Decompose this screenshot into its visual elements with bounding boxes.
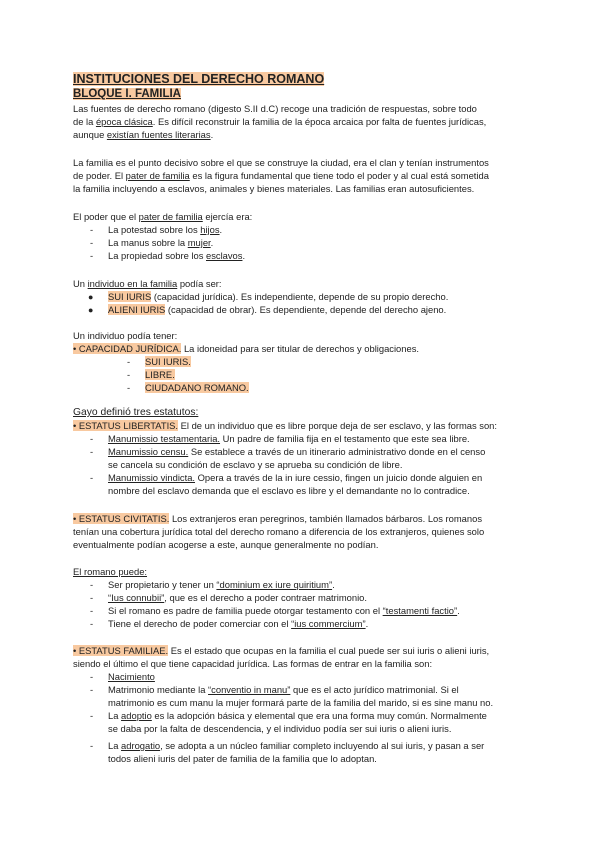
list-item: Tiene el derecho de poder comerciar con el “ius commercium”. (108, 618, 369, 629)
family-line: de poder. El pater de familia es la figura fundamental que tiene todo el poder y al cual está sometida (73, 170, 489, 181)
list-item: La potestad sobre los hijos. (108, 224, 223, 235)
family-line: La familia es el punto decisivo sobre el que se construye la ciudad, era el clan y tenían instrumentos (73, 157, 489, 168)
list-dash: - (127, 356, 131, 367)
list-item: Manumissio testamentaria. Un padre de familia fija en el testamento que este sea libre. (108, 433, 470, 444)
list-dash: - (90, 671, 94, 682)
power-intro: El poder que el pater de familia ejercía era: (73, 211, 253, 222)
list-item: Si el romano es padre de familia puede otorgar testamento con el “testamenti factio”. (108, 605, 460, 616)
list-dash: - (90, 740, 94, 751)
list-item: Manumissio censu. Se establece a través de un itinerario administrativo donde en el censo (108, 446, 486, 457)
intro-line: aunque existían fuentes literarias. (73, 129, 214, 140)
intro-line: de la época clásica. Es difícil reconstruir la familia de la época arcaica por falta de fuentes jurídicas, (73, 116, 487, 127)
list-item-continued: todos alieni iuris del pater de familia de la familia que lo adoptan. (108, 753, 377, 764)
list-dash: - (90, 710, 94, 721)
bullet-icon: ● (88, 292, 94, 302)
list-dash: - (90, 237, 94, 248)
list-item-continued: matrimonio es cum manu la mujer formará parte de la familia del marido, si es sine manu no. (108, 697, 494, 708)
list-item-continued: se cancela su condición de esclavo y se aprueba su condición de libre. (108, 459, 403, 470)
list-item-continued: se daba por la falta de descendencia, y el individuo podía ser sui iuris o alieni iuris. (108, 723, 452, 734)
family-line: la familia incluyendo a esclavos, animales y bienes materiales. Las familias eran autosuficientes. (73, 183, 475, 194)
intro-line: Las fuentes de derecho romano (digesto S.II d.C) recoge una tradición de respuestas, sobre todo (73, 103, 477, 114)
libertatis-line: • ESTATUS LIBERTATIS. El de un individuo que es libre porque deja de ser esclavo, y las formas son: (73, 420, 497, 431)
roman-heading: El romano puede: (73, 566, 148, 577)
list-dash: - (90, 605, 94, 616)
list-item: Matrimonio mediante la “conventio in manu” que es el acto jurídico matrimonial. Si el (108, 684, 459, 695)
list-dash: - (90, 579, 94, 590)
individual-intro: Un individuo en la familia podía ser: (73, 278, 222, 289)
list-item: “Ius connubii”, que es el derecho a poder contraer matrimonio. (108, 592, 367, 603)
list-item: La manus sobre la mujer. (108, 237, 214, 248)
list-dash: - (90, 592, 94, 603)
list-item: ALIENI IURIS (capacidad de obrar). Es dependiente, depende del derecho ajeno. (108, 304, 447, 315)
civitatis-line: • ESTATUS CIVITATIS. Los extranjeros eran peregrinos, también llamados bárbaros. Los romanos (73, 513, 483, 524)
list-item: Nacimiento (108, 671, 155, 682)
list-item-continued: nombre del esclavo demanda que el esclavo es libre y el demandante no lo contradice. (108, 485, 470, 496)
list-dash: - (90, 472, 94, 483)
capacity-line: • CAPACIDAD JURÍDICA. La idoneidad para ser titular de derechos y obligaciones. (73, 343, 419, 354)
list-item: La propiedad sobre los esclavos. (108, 250, 246, 261)
list-item: Ser propietario y tener un “dominium ex iure quiritium”. (108, 579, 335, 590)
gayo-heading: Gayo definió tres estatutos: (73, 407, 199, 418)
familiae-line: • ESTATUS FAMILIAE. Es el estado que ocupas en la familia el cual puede ser sui iuris o alieni iuris, (73, 645, 490, 656)
capacity-intro: Un individuo podía tener: (73, 330, 178, 341)
list-dash: - (90, 684, 94, 695)
list-item: La adoptio es la adopción básica y elemental que era una forma muy común. Normalmente (108, 710, 487, 721)
list-item: SUI IURIS. (145, 356, 191, 367)
list-dash: - (90, 224, 94, 235)
list-item: SUI IURIS (capacidad jurídica). Es independiente, depende de su propio derecho. (108, 291, 449, 302)
list-dash: - (90, 250, 94, 261)
list-item: CIUDADANO ROMANO. (145, 382, 249, 393)
list-dash: - (90, 618, 94, 629)
list-dash: - (127, 369, 131, 380)
civitatis-line: eventualmente podían acogerse a este, aunque generalmente no podían. (73, 539, 379, 550)
list-dash: - (90, 446, 94, 457)
bullet-icon: ● (88, 305, 94, 315)
list-dash: - (90, 433, 94, 444)
list-item: La adrogatio, se adopta a un núcleo familiar completo incluyendo al sui iuris, y pasan a ser (108, 740, 485, 751)
list-item: Manumissio vindicta. Opera a través de la in iure cessio, fingen un juicio donde alguien en (108, 472, 483, 483)
familiae-line: siendo el último el que tiene capacidad jurídica. Las formas de entrar en la familia son: (73, 658, 433, 669)
block-heading: BLOQUE I. FAMILIA (73, 88, 181, 100)
list-dash: - (127, 382, 131, 393)
civitatis-line: tenían una cobertura jurídica total del derecho romano a diferencia de los extranjeros, quienes solo (73, 526, 485, 537)
list-item: LIBRE. (145, 369, 175, 380)
document-title: INSTITUCIONES DEL DERECHO ROMANO (73, 72, 325, 86)
